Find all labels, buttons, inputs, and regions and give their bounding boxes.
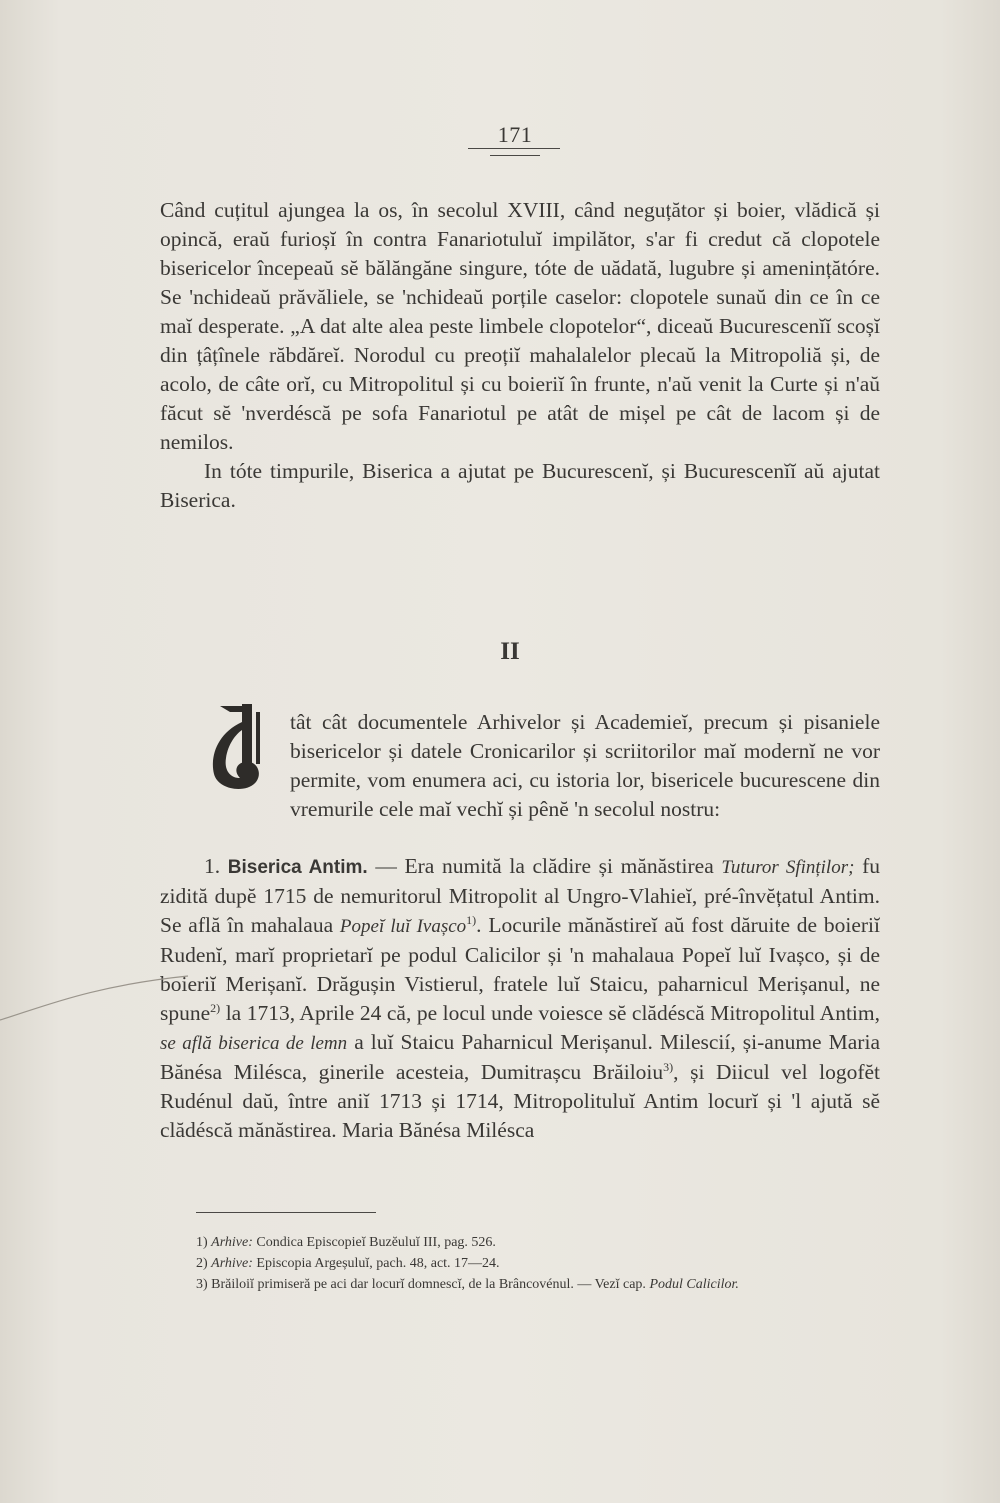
footnote-3 xyxy=(196,1274,886,1295)
entry-name: Biserica Antim. xyxy=(227,857,368,878)
footnote-source: Podul Calicilor. xyxy=(649,1277,739,1292)
footnote-text: Episcopia Argeșuluĭ, pach. 48, act. 17—24. xyxy=(252,1256,500,1271)
entry-text: — Era numită la clădire și mănăstirea xyxy=(367,854,722,878)
entry-antim xyxy=(160,852,880,1145)
opening-text xyxy=(160,196,880,515)
paragraph-fanariot: Când cuțitul ajungea la os, în secolul XVIII, când neguțător și boier, vlădică și opincă, eraŭ furioșĭ în contra Fanariotuluĭ impilător, s'ar fi credut că clopotele bisericelor începeaŭ sĕ bălăngăne singure, tóte de uădată, lugubre și amenințătóre. Se 'nchideaŭ prăvăliele, se 'nchideaŭ porțile caselor: clopotele sunaŭ din ce în ce maĭ desperate. „A dat alte alea peste limbele clopotelor“, diceaŭ Bucurescenĭĭ scoșĭ din țâțînele răbdăreĭ. Norodul cu preoțiĭ mahalalelor plecaŭ la Mitropoliă și, de acolo, de câte orĭ, cu Mitropolitul și cu boieriĭ în frunte, n'aŭ venit la Curte și n'aŭ făcut sĕ 'nverdéscă pe sofa Fanariotul pe atât de mișel pe cât de lacom și de nemilos. xyxy=(160,198,880,454)
entry-number: 1. xyxy=(204,854,221,878)
entry-text: . Locurile mănăstireĭ aŭ fost dăruite de boieriĭ Rudenĭ, marĭ proprietarĭ pe podul Calicilor și 'n mahalaua Popeĭ luĭ Ivașco, și de boieriĭ Merișanĭ. Drăgușin Vistierul, fratele luĭ Staicu, paharnicul Merișanul, ne spune xyxy=(160,913,880,1025)
entry-text: la 1713, Aprile 24 că, pe locul unde voiesce sĕ clădéscă Mitropolitul Antim, xyxy=(220,1001,880,1025)
entry-text: , și Diicul vel logofĕt Rudénul daŭ, între aniĭ 1713 și 1714, Mitropolituluĭ Antim locurĭ și 'l ajută sĕ clădéscă mănăstirea. Maria Bănésa Milésca xyxy=(160,1060,881,1142)
page-number: 171 xyxy=(497,122,533,147)
footnote-1 xyxy=(196,1232,886,1253)
footnote-ref: 1) xyxy=(466,912,477,927)
footnote-text: Condica Episcopieĭ Buzĕuluĭ III, pag. 526. xyxy=(252,1235,496,1250)
footnotes xyxy=(196,1232,886,1295)
entry-paragraph xyxy=(160,852,880,1145)
footnote-source: Arhive: xyxy=(211,1235,253,1250)
footnote-source: Arhive: xyxy=(211,1256,253,1271)
dropcap-paragraph xyxy=(290,708,880,824)
dropcap-text: tât cât documentele Arhivelor și Academieĭ, precum și pisaniele bisericelor și datele Cronicarilor și scriitorilor maĭ modernĭ ne vor permite, vom enumera aci, cu istoria lor, bisericele bucurescene din vremurile cele maĭ vechĭ și pênĕ 'n secolul nostru: xyxy=(290,710,880,821)
section-heading: II xyxy=(500,638,520,665)
footnote-mark: 3) xyxy=(196,1277,208,1292)
footnote-ref: 3) xyxy=(663,1059,674,1074)
ornamental-initial-a xyxy=(206,698,276,798)
entry-text: fu zidită dupĕ 1715 de nemuritorul Mitropolit al Ungro-Vlahieĭ, pré-învĕțatul Antim. Se află în mahalaua xyxy=(160,854,880,937)
paragraph-biserica: In tóte timpurile, Biserica a ajutat pe Bucurescenĭ, și Bucurescenĭĭ aŭ ajutat Biserica. xyxy=(160,459,880,512)
footnote-rule xyxy=(196,1212,376,1213)
paper-crease xyxy=(0,968,190,1028)
footnote-2 xyxy=(196,1253,886,1274)
entry-italic: Tuturor Sfinților; xyxy=(721,857,855,878)
entry-italic: se află biserica de lemn xyxy=(160,1033,348,1054)
footnote-text: Brăiloiĭ primiseră pe aci dar locurĭ domnescĭ, de la Brâncovénul. — Vezĭ cap. xyxy=(207,1277,650,1292)
entry-italic: Popeĭ luĭ Ivașco xyxy=(339,916,467,937)
entry-text: a luĭ Staicu Paharnicul Merișanul. Milescií, și-anume Maria Bănésa Milésca, ginerile acesteia, Dumitrașcu Brăiloiu xyxy=(160,1030,880,1084)
header-rule-short xyxy=(490,155,540,156)
header-rule xyxy=(468,148,560,149)
footnote-mark: 1) xyxy=(196,1235,208,1250)
footnote-mark: 2) xyxy=(196,1256,208,1271)
footnote-ref: 2) xyxy=(210,1000,221,1015)
